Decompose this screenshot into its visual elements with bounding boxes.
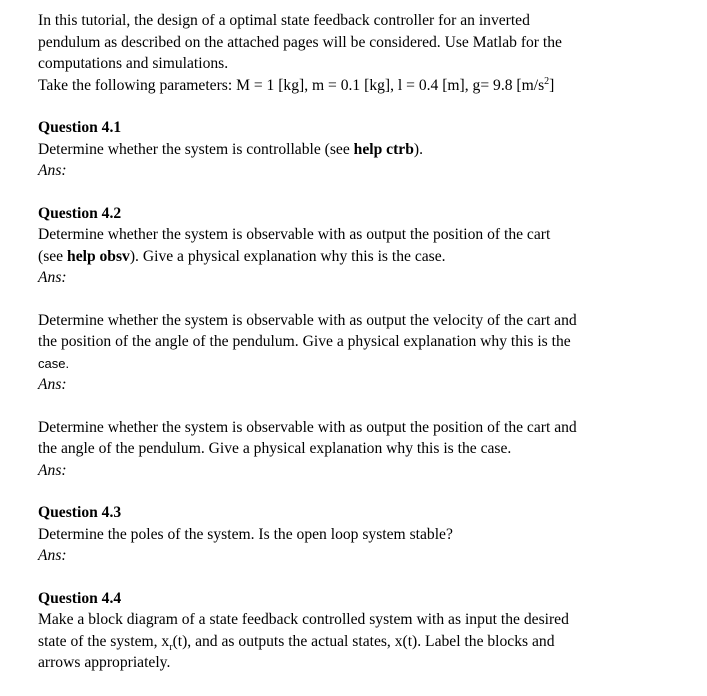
question-4-1-text-start: Determine whether the system is controllable (see (38, 140, 354, 158)
question-4-2-line-1: Determine whether the system is observable with as output the position of the cart (38, 226, 551, 243)
question-4-1-text (38, 139, 678, 161)
question-4-4-line-1: Make a block diagram of a state feedback controlled system with as input the desired (38, 611, 569, 628)
question-4-3-text: Determine the poles of the system. Is the open loop system stable? (38, 525, 453, 543)
question-4-1 (38, 117, 678, 182)
intro-line-3: computations and simulations. (38, 55, 229, 72)
question-4-2 (38, 203, 678, 289)
question-4-2b-line-3: case. (38, 355, 70, 371)
question-4-2-line-2 (38, 246, 678, 268)
question-4-2b-line-1: Determine whether the system is observable with as output the velocity of the cart and (38, 311, 577, 329)
question-4-3 (38, 502, 678, 567)
parameters-close: ] (549, 76, 555, 94)
question-4-2b-answer: Ans: (38, 376, 67, 393)
question-4-3-heading: Question 4.3 (38, 504, 122, 521)
question-4-4 (38, 588, 678, 674)
help-ctrb-command: help ctrb (353, 140, 414, 158)
question-4-2-part-c (38, 417, 678, 482)
question-4-4-line-2-end: (t), and as outputs the actual states, x(t). Label the blocks and (172, 632, 555, 650)
question-4-2c-answer: Ans: (38, 461, 67, 479)
question-4-4-line-2 (38, 631, 678, 653)
reference-subscript: r (169, 641, 173, 653)
parameters-exponent: 2 (544, 75, 550, 87)
question-4-2-heading: Question 4.2 (38, 204, 122, 222)
question-4-2b-line-2: the position of the angle of the pendulum. Give a physical explanation why this is the (38, 333, 571, 350)
question-4-2-answer: Ans: (38, 269, 67, 286)
intro-line-1: In this tutorial, the design of a optimal state feedback controller for an inverted (38, 12, 530, 29)
document-page (38, 10, 678, 674)
intro-line-2: pendulum as described on the attached pages will be considered. Use Matlab for the (38, 33, 562, 51)
question-4-4-line-3: arrows appropriately. (38, 654, 171, 671)
question-4-4-line-2-start: state of the system, x (38, 632, 170, 650)
question-4-2c-line-1: Determine whether the system is observable with as output the position of the cart and (38, 418, 577, 436)
question-4-2-line-2-end: ). Give a physical explanation why this is the case. (129, 247, 446, 265)
parameters-line (38, 75, 678, 97)
help-obsv-command: help obsv (67, 247, 130, 265)
intro-section (38, 10, 678, 96)
question-4-2-line-2-start: (see (38, 247, 68, 265)
question-4-4-heading: Question 4.4 (38, 589, 122, 607)
question-4-1-heading: Question 4.1 (38, 119, 122, 136)
question-4-1-text-end: ). (413, 140, 423, 158)
question-4-2-part-b (38, 310, 678, 396)
parameters-text: Take the following parameters: M = 1 [kg], m = 0.1 [kg], l = 0.4 [m], g= 9.8 [m/s (38, 76, 545, 94)
question-4-2c-line-2: the angle of the pendulum. Give a physical explanation why this is the case. (38, 440, 512, 457)
question-4-1-answer: Ans: (38, 162, 67, 179)
question-4-3-answer: Ans: (38, 547, 67, 564)
